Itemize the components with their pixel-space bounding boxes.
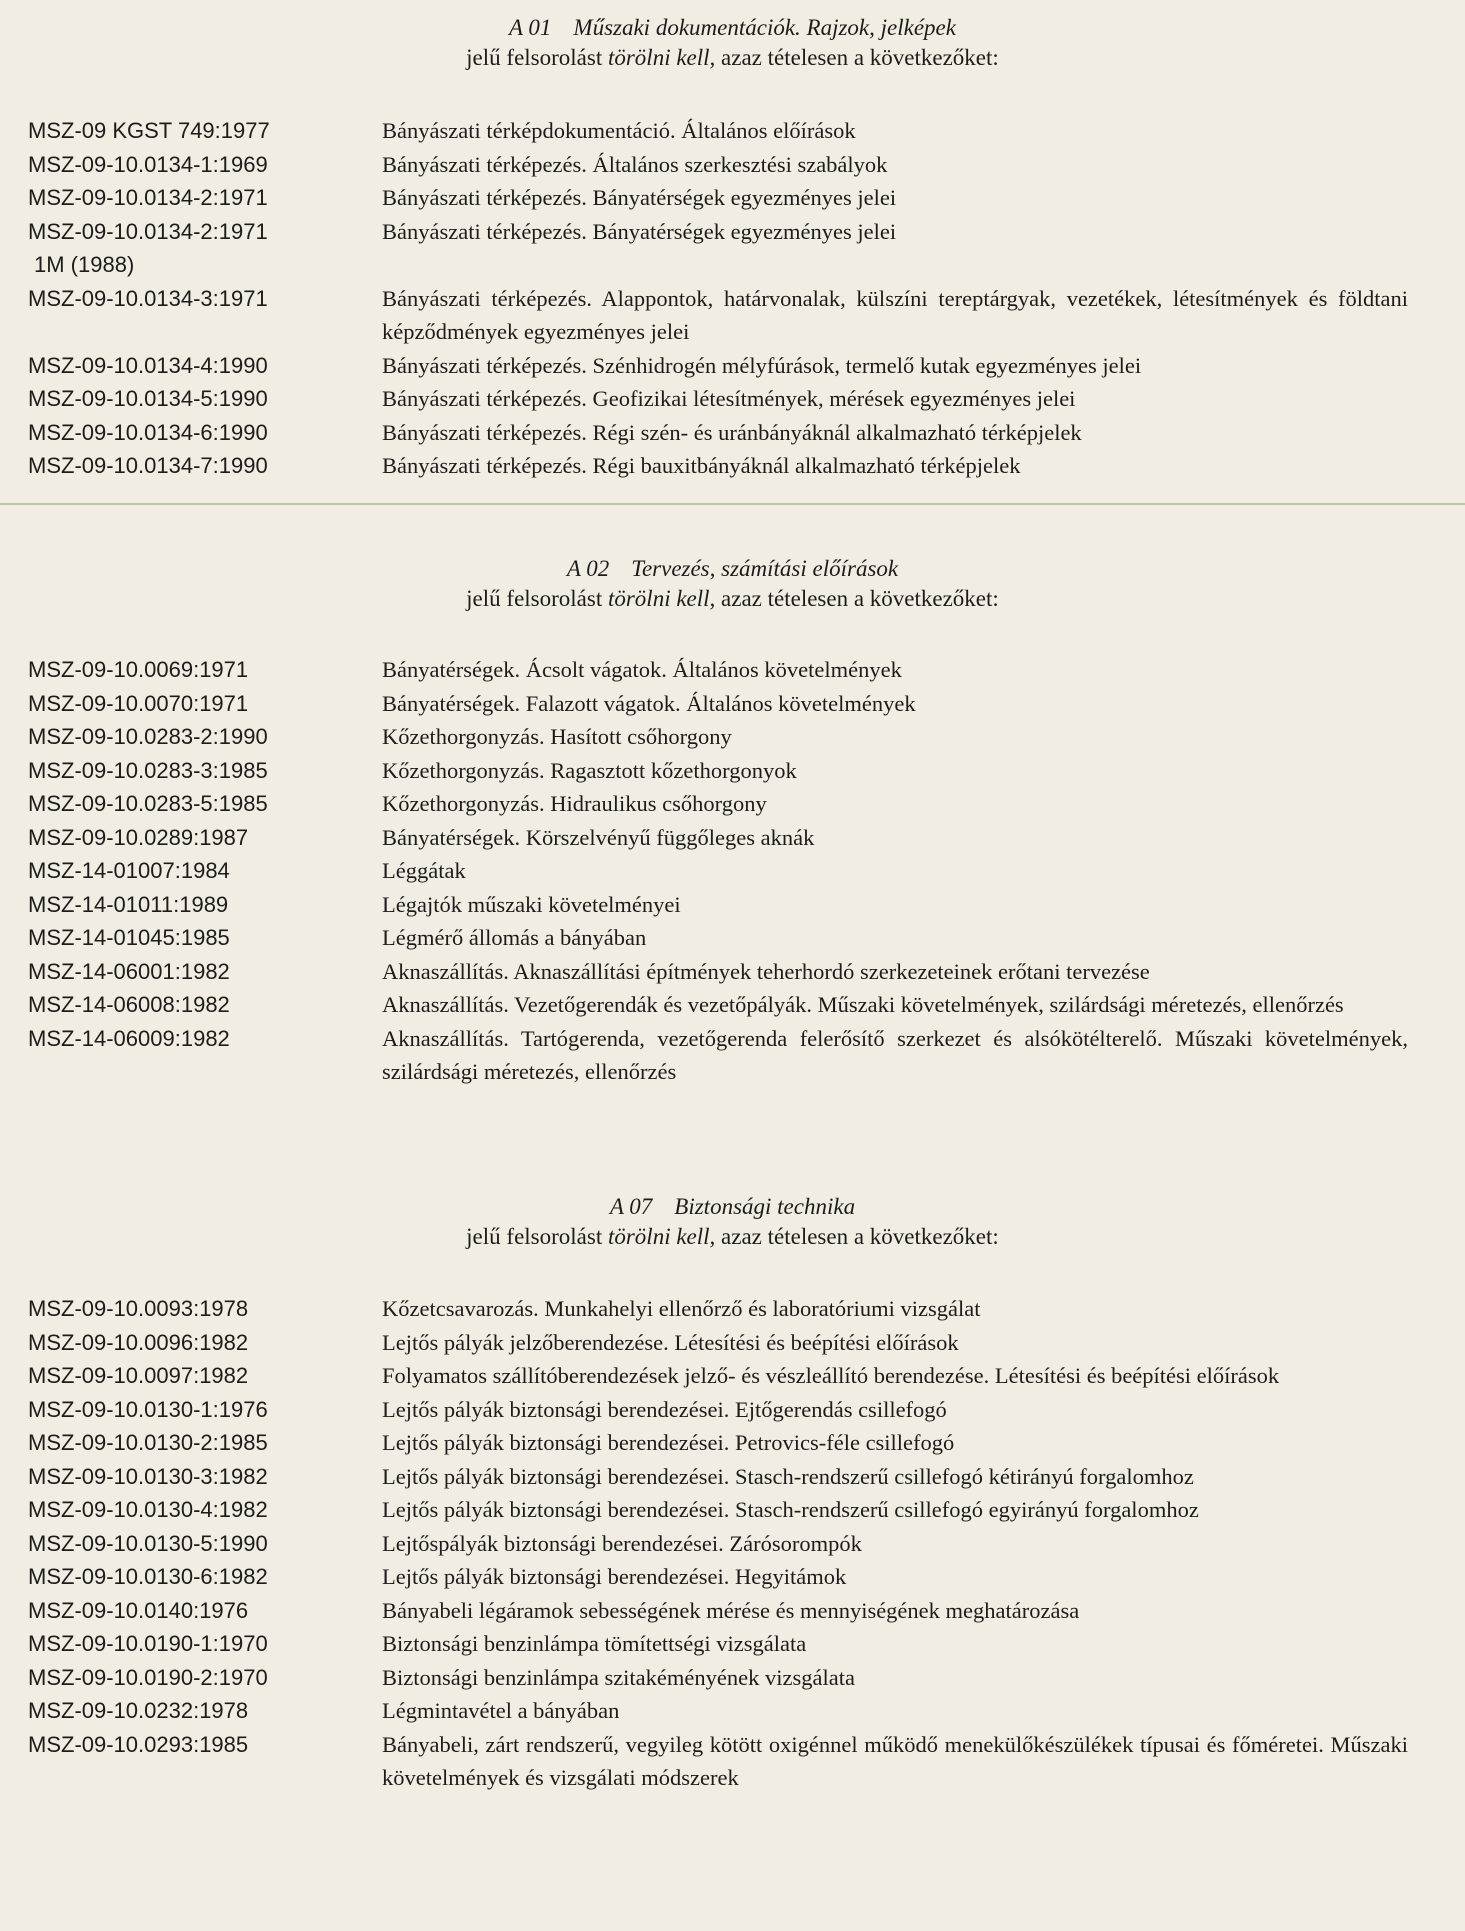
standard-row [0,449,1465,483]
standard-code: MSZ-14-01011:1989 [28,891,229,917]
standard-code: MSZ-09-10.0283-5:1985 [28,791,268,816]
standard-title: Bányatérségek. Falazott vágatok. Általános követelmények [382,690,916,716]
standard-title: Bányászati térképezés. Alappontok, határvonalak, külszíni tereptárgyak, vezetékek, létesítmények és földtani képződmények egyezményes jelei [382,285,1408,344]
standard-title: Lejtős pályák biztonsági berendezései. Petrovics-féle csillefogó [382,1430,955,1455]
standard-title: Bányatérségek. Ácsolt vágatok. Általános követelmények [382,657,902,682]
section-line-suffix: azaz tételesen a következőket: [715,586,999,611]
standard-title: Kőzethorgonyzás. Hidraulikus csőhorgony [382,791,767,816]
standard-title: Bányatérségek. Körszelvényű függőleges aknák [382,824,815,850]
standard-row [0,382,1465,416]
standard-title: Bányászati térképezés. Geofizikai létesítmények, mérések egyezményes jelei [382,386,1076,411]
section-list-a01 [0,114,1465,483]
standard-code: MSZ-14-01045:1985 [28,925,230,950]
standard-row [0,1661,1465,1695]
standard-code: MSZ-09-10.0093:1978 [28,1296,249,1321]
standard-code: MSZ-09-10.0140:1976 [28,1597,249,1623]
standard-code: MSZ-09-10.0134-1:1969 [28,151,268,177]
standard-title: Bányászati térképezés. Régi bauxitbányáknál alkalmazható térképjelek [382,453,1021,478]
section-line-prefix: jelű felsorolást [466,1224,608,1249]
standard-code: MSZ-09-10.0130-2:1985 [28,1430,268,1455]
standard-code: MSZ-09-10.0289:1987 [28,824,249,850]
standard-row [0,416,1465,450]
standard-code: MSZ-09-10.0190-1:1970 [28,1631,268,1656]
standard-code: MSZ-09-10.0130-4:1982 [28,1497,268,1522]
standard-code: MSZ-09-10.0134-3:1971 [28,285,268,311]
standard-title: Bányászati térképezés. Bányatérségek egyezményes jelei [382,185,897,210]
standard-title: Légmérő állomás a bányában [382,925,647,950]
standard-row [0,282,1465,349]
standard-title: Aknaszállítás. Aknaszállítási építmények teherhordó szerkezeteinek erőtani tervezése [382,958,1150,984]
standard-row [0,988,1465,1022]
standard-row [0,821,1465,855]
standard-code: MSZ-09-10.0130-6:1982 [28,1564,268,1589]
standard-row [0,787,1465,821]
section-title: Biztonsági technika [674,1194,856,1219]
standard-code: MSZ-09-10.0134-5:1990 [28,386,268,411]
standard-row [0,1493,1465,1527]
standard-title: Biztonsági benzinlámpa tömítettségi vizsgálata [382,1631,807,1656]
standard-title: Kőzethorgonyzás. Ragasztott kőzethorgonyok [382,757,797,783]
standard-row [0,1560,1465,1594]
standard-code: MSZ-14-06009:1982 [28,1025,230,1051]
standard-code: MSZ-09-10.0190-2:1970 [28,1664,268,1690]
standard-row [0,754,1465,788]
standard-code: MSZ-14-06001:1982 [28,958,230,984]
standard-code: MSZ-09-10.0293:1985 [28,1731,249,1757]
standard-row [0,720,1465,754]
standard-title: Bányászati térképdokumentáció. Általános előírások [382,118,856,143]
standard-row [0,1627,1465,1661]
section-title: Műszaki dokumentációk. Rajzok, jelképek [573,15,956,40]
standard-row [0,1426,1465,1460]
section-code: A 01 [509,15,552,40]
standard-row [0,181,1465,215]
standard-row [0,349,1465,383]
section-line-suffix: azaz tételesen a következőket: [715,45,999,70]
standard-title: Bányászati térképezés. Régi szén- és uránbányáknál alkalmazható térképjelek [382,419,1082,445]
standard-row [0,1728,1465,1795]
standard-code: MSZ-09-10.0283-3:1985 [28,757,268,783]
standard-row [0,653,1465,687]
section-list-a02 [0,653,1465,1089]
section-line-prefix: jelű felsorolást [466,45,608,70]
standard-title: Léggátak [382,858,466,883]
standard-title: Folyamatos szállítóberendezések jelző- és vészleállító berendezése. Létesítési és beépítési előírások [382,1363,1280,1388]
section-heading-a07 [0,1193,1465,1251]
section-code: A 07 [609,1194,653,1219]
section-line-emphasis: törölni kell, [607,1224,716,1249]
standard-row [0,1393,1465,1427]
standard-row [0,854,1465,888]
standard-code: MSZ-14-01007:1984 [28,858,230,883]
section-heading-a01 [0,14,1465,72]
standard-title: Lejtőspályák biztonsági berendezései. Zárósorompók [382,1530,862,1556]
standard-row [0,1022,1465,1089]
standard-title: Lejtős pályák biztonsági berendezései. Ejtőgerendás csillefogó [382,1396,947,1422]
standard-row [0,1326,1465,1360]
standard-row [0,1292,1465,1326]
standard-row [0,1594,1465,1628]
standard-title: Biztonsági benzinlámpa szitakéményének vizsgálata [382,1664,855,1690]
section-line-suffix: azaz tételesen a következőket: [715,1224,999,1249]
standard-row [0,1694,1465,1728]
standard-title: Aknaszállítás. Vezetőgerendák és vezetőpályák. Műszaki követelmények, szilárdsági méretezés, ellenőrzés [382,992,1344,1017]
standard-row [0,1460,1465,1494]
standard-title: Bányabeli légáramok sebességének mérése és mennyiségének meghatározása [382,1597,1080,1623]
standard-title: Lejtős pályák biztonsági berendezései. Hegyitámok [382,1564,847,1589]
standard-code: MSZ-14-06008:1982 [28,992,230,1017]
standard-row [0,921,1465,955]
standard-code: MSZ-09-10.0134-2:1971 [28,185,268,210]
standard-row [0,215,1465,282]
section-divider [0,503,1465,505]
standard-row [0,888,1465,922]
standard-title: Lejtős pályák biztonsági berendezései. Stasch-rendszerű csillefogó egyirányú forgalomhoz [382,1497,1199,1522]
standard-code: MSZ-09-10.0130-1:1976 [28,1396,268,1422]
standard-code: MSZ-09 KGST 749:1977 [28,118,270,143]
standard-title: Lejtős pályák biztonsági berendezései. Stasch-rendszerű csillefogó kétirányú forgalomhoz [382,1463,1194,1489]
standard-code: MSZ-09-10.0134-6:1990 [28,419,268,445]
standard-title: Légmintavétel a bányában [382,1698,620,1723]
standard-code: MSZ-09-10.0130-3:1982 [28,1463,268,1489]
standard-code: MSZ-09-10.0097:1982 [28,1363,249,1388]
standard-code: MSZ-09-10.0069:1971 [28,657,249,682]
section-code: A 02 [566,556,610,581]
standard-title: Bányászati térképezés. Bányatérségek egyezményes jelei [382,218,897,244]
standard-code: MSZ-09-10.0134-7:1990 [28,453,268,478]
section-list-a07 [0,1292,1465,1795]
standard-code: MSZ-09-10.0130-5:1990 [28,1530,268,1556]
section-line-prefix: jelű felsorolást [466,586,608,611]
section-title: Tervezés, számítási előírások [631,556,899,581]
standard-title: Bányászati térképezés. Általános szerkesztési szabályok [382,151,888,177]
standard-row [0,114,1465,148]
section-line-emphasis: törölni kell, [607,586,716,611]
standard-row [0,687,1465,721]
standard-title: Lejtős pályák jelzőberendezése. Létesítési és beépítési előírások [382,1329,959,1355]
standard-row [0,1527,1465,1561]
standard-code-amendment: 1M (1988) [34,252,135,277]
standard-row [0,1359,1465,1393]
standard-code: MSZ-09-10.0232:1978 [28,1698,249,1723]
standard-title: Aknaszállítás. Tartógerenda, vezetőgerenda felerősítő szerkezet és alsókötélterelő. Műszaki követelmények, szilárdsági méretezés, ellenőrzés [382,1025,1408,1084]
standard-code: MSZ-09-10.0134-4:1990 [28,352,268,378]
standard-code: MSZ-09-10.0283-2:1990 [28,724,268,749]
standard-title: Légajtók műszaki követelményei [382,891,681,917]
standard-row [0,148,1465,182]
standard-code: MSZ-09-10.0134-2:1971 [28,218,268,244]
standard-title: Kőzethorgonyzás. Hasított csőhorgony [382,724,732,749]
standard-title: Bányabeli, zárt rendszerű, vegyileg kötött oxigénnel működő menekülőkészülékek típusai és főméretei. Műszaki követelmények és vizsgálati módszerek [382,1731,1408,1790]
standard-title: Bányászati térképezés. Szénhidrogén mélyfúrások, termelő kutak egyezményes jelei [382,352,1142,378]
standard-row [0,955,1465,989]
standard-code: MSZ-09-10.0096:1982 [28,1329,249,1355]
standard-code: MSZ-09-10.0070:1971 [28,690,249,716]
section-heading-a02 [0,555,1465,613]
section-line-emphasis: törölni kell, [607,45,716,70]
standard-title: Kőzetcsavarozás. Munkahelyi ellenőrző és laboratóriumi vizsgálat [382,1296,981,1321]
